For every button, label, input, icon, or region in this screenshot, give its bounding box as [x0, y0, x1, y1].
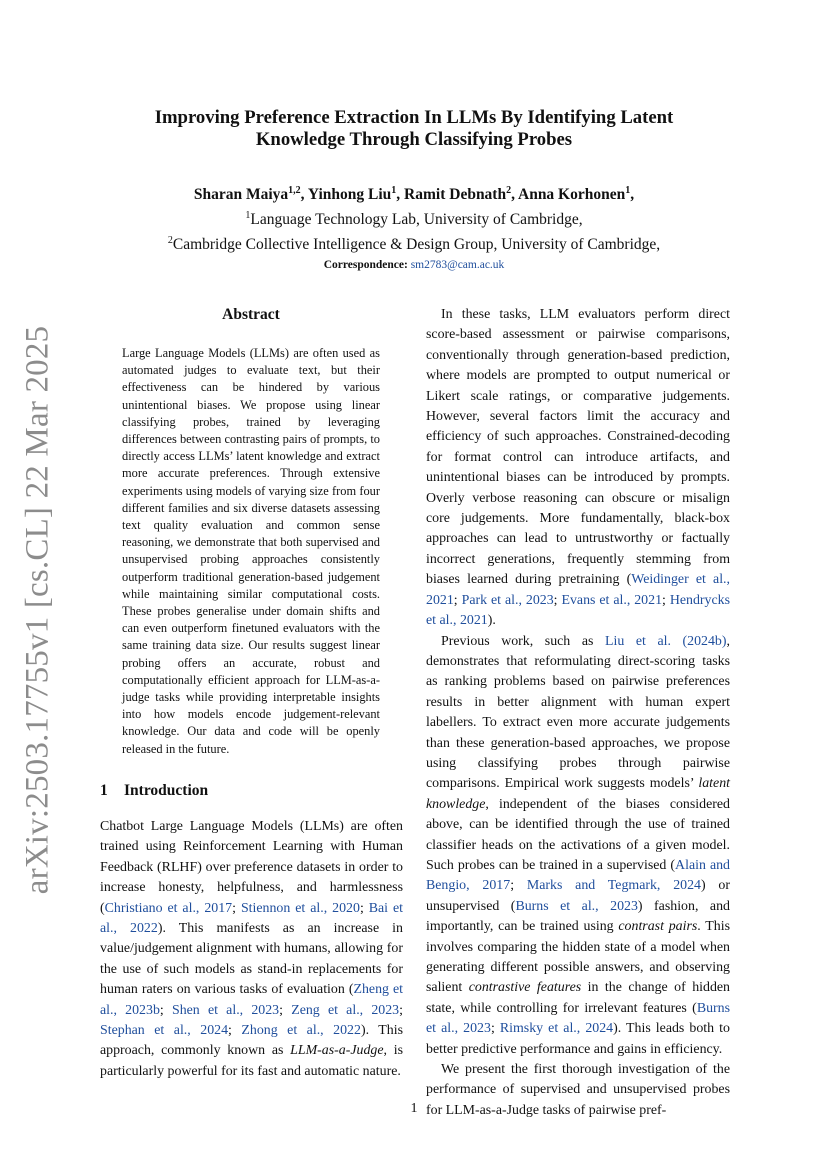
citation-link[interactable]: Alain and Bengio, 2017: [426, 857, 730, 894]
author-name: Ramit Debnath: [404, 186, 507, 204]
body-text: Chatbot Large Language Models (LLMs) are often trained using Reinforcement Learning with Human Feedback (RLHF) over preference datasets in order to increase honesty, helpfulness, and harmlessness (: [100, 819, 403, 916]
author-affiliation-mark: 1: [391, 185, 397, 196]
citation-link[interactable]: Weidinger et al., 2021: [426, 572, 731, 608]
arxiv-id-text: arXiv:2503.17755v1 [cs.CL] 22 Mar 2025: [19, 325, 56, 895]
emphasis-text: latent knowledge: [426, 776, 730, 812]
citation-link[interactable]: Burns et al., 2023: [426, 1000, 730, 1037]
body-text: ). This manifests as an increase in value/judgement alignment with humans, allowing for the use of such models as stand-in replacements for human raters on various tasks of evaluation (: [100, 921, 403, 998]
separator: ;: [232, 900, 241, 916]
body-text: ).: [487, 613, 496, 629]
body-text: , demonstrates that reformulating direct-scoring tasks as ranking problems based on pairwise preferences results in better alignment with human expert labellers. To extract even more accurate judgements than these generation-based approaches, we propose using classifying probes through pairwise comparisons. Empirical work suggests models’: [426, 633, 730, 792]
separator: ;: [359, 900, 369, 916]
body-text: ) or unsupervised (: [426, 878, 731, 914]
author-name: Yinhong Liu: [307, 186, 392, 204]
affiliation-mark: 2: [167, 235, 173, 247]
citation-link[interactable]: Hendrycks et al., 2021: [426, 592, 731, 629]
author-names: Sharan Maiya$^{1,2}$, Yinhong Liu$^1$, Ramit Debnath$^2$, Anna Korhonen$^1$,: [193, 185, 635, 204]
body-text: ). This approach, commonly known as: [100, 1023, 403, 1059]
separator: ;: [399, 1002, 403, 1018]
affiliation-2: [100, 230, 728, 255]
intro-paragraph: [100, 817, 403, 1082]
body-text: ) fashion, and importantly, can be trained using: [426, 898, 730, 935]
body-text: in the change of hidden state, while controlling for irrelevant features (: [426, 980, 730, 1016]
paragraph-contribution: We present the first thorough investigation of the performance of supervised and unsupervised probes for LLM-as-a-Judge tasks of pairwise pref-: [426, 1062, 730, 1118]
abstract-heading: Abstract: [222, 306, 280, 323]
arxiv-identifier-stamp: [18, 325, 58, 895]
citation-link[interactable]: Shen et al., 2023: [171, 1002, 280, 1018]
author-name: Sharan Maiya: [193, 186, 289, 204]
body-text: Previous work, such as: [441, 633, 605, 649]
left-column-body: [100, 817, 403, 1082]
separator: ;: [228, 1023, 242, 1039]
correspondence-label: Correspondence:: [323, 259, 408, 272]
separator: ;: [662, 592, 670, 608]
citation-link[interactable]: Rimsky et al., 2024: [499, 1021, 614, 1037]
page-number: 1: [410, 1101, 418, 1116]
citation-link[interactable]: Liu et al. (2024b): [604, 633, 727, 649]
abstract-text: Large Language Models (LLMs) are often used as automated judges to evaluate text, but their effectiveness can be hindered by various unintentional biases. We propose using linear classifying probes, trained by leveraging differences between contrasting pairs of prompts, to directly access LLMs’ latent knowledge and extract more accurate preferences. Through extensive experiments using models of varying size from four different families and six diverse datasets assessing text quality evaluation and common sense reasoning, we demonstrate that both supervised and unsupervised probing approaches consistently outperform traditional generation-based judgement while maintaining similar computational costs. These probes generalise under domain shifts and can even outperform finetuned evaluators with the same training data size. Our results suggest linear probing offers an accurate, robust and computationally efficient approach for LLM-as-a-judge tasks while providing interpretable insights into how models encode judgement-relevant knowledge. Our data and code will be openly released in the future.: [122, 346, 380, 756]
body-text: , is particularly powerful for its fast and automatic nature.: [100, 1043, 403, 1079]
title-line-1: Improving Preference Extraction In LLMs By Identifying Latent: [154, 107, 674, 128]
citation-link[interactable]: Marks and Tegmark, 2024: [526, 878, 701, 894]
paragraph-evaluators: [426, 305, 730, 632]
separator: ;: [279, 1002, 292, 1018]
citation-link[interactable]: Bai et al., 2022: [100, 900, 404, 937]
affiliation-mark: 1: [245, 210, 251, 222]
body-text: In these tasks, LLM evaluators perform direct score-based assessment or pairwise comparisons, conventionally through generation-based prediction, where models are prompted to output numerical or Likert scale ratings, or comparative judgements. However, several factors limit the accuracy and efficiency of such approaches. Constrained-decoding for format control can introduce artifacts, and unintentional biases can be introduced by prompts. Overly verbose reasoning can obscure or misalign core judgements. More fundamentally, black-box approaches can lead to untrustworthy or factually incorrect generations, frequently stemming from biases learned during pretraining (: [426, 307, 730, 588]
citation-link[interactable]: Burns et al., 2023: [515, 898, 638, 914]
separator: ;: [510, 878, 527, 894]
emphasis-text: contrastive features: [468, 980, 582, 996]
author-block: [100, 180, 728, 273]
body-text: . This involves comparing the hidden state of a model when generating different possible answers, and observing salient: [426, 919, 730, 996]
paragraph-previous-work: [426, 632, 730, 1061]
affiliation-text: Language Technology Lab, University of Cambridge,: [250, 211, 583, 229]
author-name: Anna Korhonen: [518, 186, 626, 204]
body-text: ). This leads both to better predictive performance and gains in efficiency.: [426, 1021, 730, 1057]
affiliation-1: [100, 205, 728, 230]
emphasis-text: contrast pairs: [618, 919, 698, 935]
separator: ;: [553, 592, 562, 608]
right-column-body: [426, 305, 730, 1121]
citation-link[interactable]: Zeng et al., 2023: [291, 1002, 400, 1018]
separator: ;: [159, 1002, 172, 1018]
title-line-2: Knowledge Through Classifying Probes: [255, 129, 573, 150]
section-title: Introduction: [124, 782, 209, 799]
emphasis-text: LLM-as-a-Judge: [290, 1043, 384, 1059]
citation-link[interactable]: Stephan et al., 2024: [100, 1023, 229, 1039]
separator: ;: [453, 592, 462, 608]
author-affiliation-mark: 1: [625, 185, 631, 196]
author-affiliation-mark: 2: [506, 185, 512, 196]
correspondence-email-link[interactable]: sm2783@cam.ac.uk: [410, 259, 505, 272]
section-heading-introduction: [100, 782, 208, 800]
section-number: 1: [100, 782, 108, 799]
citation-link[interactable]: Zheng et al., 2023b: [100, 982, 404, 1018]
citation-link[interactable]: Park et al., 2023: [461, 592, 554, 608]
citation-link[interactable]: Christiano et al., 2017: [104, 900, 233, 916]
body-text: , independent of the biases considered above, can be identified through the use of trained classifier heads on the activations of a given model. Such probes can be trained in a supervised (: [426, 796, 730, 873]
citation-link[interactable]: Zhong et al., 2022: [241, 1023, 361, 1039]
separator: ;: [490, 1021, 500, 1037]
citation-link[interactable]: Stiennon et al., 2020: [240, 900, 360, 916]
correspondence-line: [100, 257, 728, 273]
paper-title: [100, 107, 728, 151]
citation-link[interactable]: Evans et al., 2021: [561, 592, 663, 608]
author-affiliation-mark: 1,2: [288, 185, 301, 196]
affiliation-text: Cambridge Collective Intelligence & Design Group, University of Cambridge,: [172, 236, 661, 254]
